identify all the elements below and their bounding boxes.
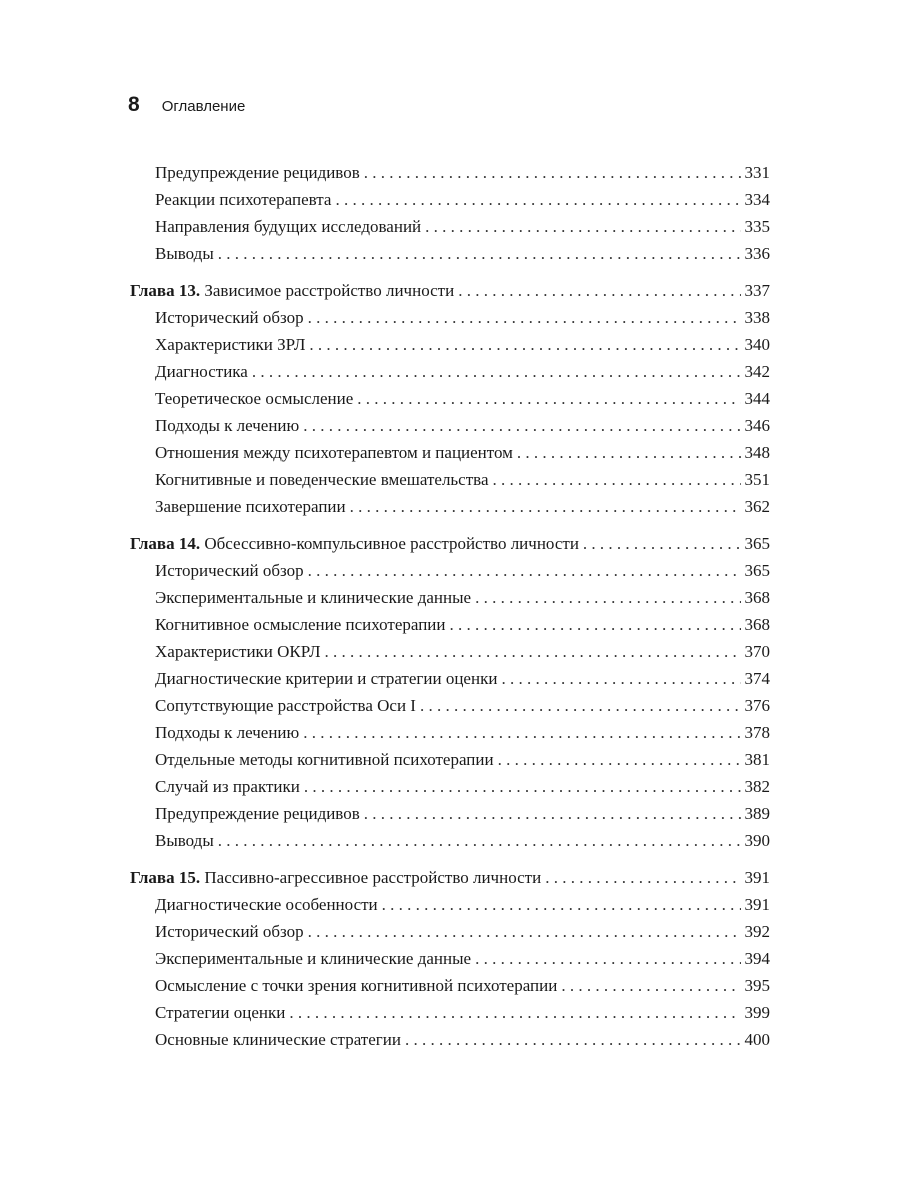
toc-entry[interactable] <box>130 719 770 746</box>
toc-entry[interactable] <box>130 331 770 358</box>
toc-entry-title: Завершение психотерапии <box>155 497 346 516</box>
toc-entry-title: Подходы к лечению <box>155 416 300 435</box>
toc-entry-title: Осмысление с точки зрения когнитивной психотерапии <box>155 976 558 995</box>
toc-entry-title: Подходы к лечению <box>155 723 300 742</box>
toc-entry[interactable] <box>130 945 770 972</box>
toc-entry-title: Направления будущих исследований <box>155 217 422 236</box>
toc-entry-title: Исторический обзор <box>155 308 304 327</box>
toc-entry-title: Стратегии оценки <box>155 1003 286 1022</box>
toc-entry-title: Диагностические критерии и стратегии оценки <box>155 669 498 688</box>
dot-leader <box>405 1026 741 1053</box>
running-title: Оглавление <box>161 98 246 115</box>
toc-entry-page: 374 <box>744 669 770 688</box>
toc-entry-page: 336 <box>744 244 770 263</box>
chapter-label: Глава 13. <box>130 281 201 300</box>
toc-entry-title: Сопутствующие расстройства Оси I <box>155 696 416 715</box>
toc-entry[interactable] <box>130 439 770 466</box>
dot-leader <box>493 466 741 493</box>
toc-entry-page: 337 <box>744 281 770 300</box>
toc-entry-title: Исторический обзор <box>155 561 304 580</box>
dot-leader <box>350 493 741 520</box>
toc-chapter-13 <box>130 277 770 520</box>
dot-leader <box>450 611 741 638</box>
toc-entry[interactable] <box>130 557 770 584</box>
toc-entry[interactable] <box>130 304 770 331</box>
toc-entry[interactable] <box>130 746 770 773</box>
toc-entry-page: 390 <box>744 831 770 850</box>
toc-chapter-heading <box>130 530 579 557</box>
dot-leader <box>324 638 740 665</box>
toc-entry-title: Когнитивные и поведенческие вмешательства <box>155 470 489 489</box>
dot-leader <box>364 159 741 186</box>
toc-entry-page: 395 <box>744 976 770 995</box>
toc-entry-page: 381 <box>744 750 770 769</box>
toc-entry[interactable] <box>130 412 770 439</box>
toc-entry-page: 392 <box>744 922 770 941</box>
dot-leader <box>583 530 741 557</box>
toc-entry[interactable] <box>130 358 770 385</box>
dot-leader <box>501 665 740 692</box>
toc-entry[interactable] <box>130 891 770 918</box>
chapter-title: Зависимое расстройство личности <box>204 281 455 300</box>
dot-leader <box>308 918 741 945</box>
dot-leader <box>308 557 741 584</box>
toc-entry[interactable] <box>130 186 770 213</box>
toc-entry-page: 399 <box>744 1003 770 1022</box>
toc-entry-title: Выводы <box>155 831 214 850</box>
toc-chapter-heading <box>130 864 541 891</box>
toc-entry-page: 389 <box>744 804 770 823</box>
toc-entry-page: 351 <box>744 470 770 489</box>
dot-leader <box>309 331 740 358</box>
toc-entry[interactable] <box>130 159 770 186</box>
toc-entry-page: 382 <box>744 777 770 796</box>
chapter-title: Пассивно-агрессивное расстройство личности <box>204 868 542 887</box>
toc-entry[interactable] <box>130 240 770 267</box>
toc-entry-title: Случай из практики <box>155 777 300 796</box>
toc-entry-title: Экспериментальные и клинические данные <box>155 588 472 607</box>
toc-chapter-entry[interactable] <box>130 530 770 557</box>
chapter-label: Глава 14. <box>130 534 201 553</box>
toc-entry-page: 378 <box>744 723 770 742</box>
dot-leader <box>335 186 740 213</box>
toc-entry-title: Основные клинические стратегии <box>155 1030 401 1049</box>
dot-leader <box>420 692 741 719</box>
dot-leader <box>357 385 740 412</box>
toc-entry-title: Когнитивное осмысление психотерапии <box>155 615 446 634</box>
toc-entry-page: 362 <box>744 497 770 516</box>
dot-leader <box>475 584 740 611</box>
toc-chapter-heading <box>130 277 454 304</box>
toc-entry[interactable] <box>130 493 770 520</box>
toc-entry-title: Отдельные методы когнитивной психотерапии <box>155 750 494 769</box>
toc-chapter-entry[interactable] <box>130 277 770 304</box>
toc-entry-title: Теоретическое осмысление <box>155 389 354 408</box>
toc-entry[interactable] <box>130 584 770 611</box>
toc-entry-title: Предупреждение рецидивов <box>155 163 360 182</box>
dot-leader <box>218 240 741 267</box>
toc-entry-page: 391 <box>744 895 770 914</box>
toc-entry-page: 370 <box>744 642 770 661</box>
toc-entry-page: 340 <box>744 335 770 354</box>
toc-entry-title: Диагностические особенности <box>155 895 378 914</box>
dot-leader <box>382 891 741 918</box>
chapter-label: Глава 15. <box>130 868 201 887</box>
toc-entry[interactable] <box>130 611 770 638</box>
toc-entry-page: 335 <box>744 217 770 236</box>
toc-entry-page: 368 <box>744 588 770 607</box>
toc-entry[interactable] <box>130 800 770 827</box>
toc-chapter-15 <box>130 864 770 1053</box>
toc-entry[interactable] <box>130 466 770 493</box>
toc-continuation <box>130 159 770 267</box>
toc-entry[interactable] <box>130 972 770 999</box>
toc-entry-page: 344 <box>744 389 770 408</box>
toc-entry-page: 342 <box>744 362 770 381</box>
toc-entry[interactable] <box>130 999 770 1026</box>
toc-entry-page: 376 <box>744 696 770 715</box>
dot-leader <box>252 358 741 385</box>
toc-entry[interactable] <box>130 665 770 692</box>
toc-entry-title: Исторический обзор <box>155 922 304 941</box>
toc-entry-title: Диагностика <box>155 362 248 381</box>
toc-entry[interactable] <box>130 773 770 800</box>
toc-entry-title: Отношения между психотерапевтом и пациентом <box>155 443 513 462</box>
dot-leader <box>364 800 741 827</box>
dot-leader <box>561 972 740 999</box>
chapter-title: Обсессивно-компульсивное расстройство личности <box>204 534 579 553</box>
dot-leader <box>517 439 741 466</box>
toc-entry-page: 334 <box>744 190 770 209</box>
toc-entry-page: 348 <box>744 443 770 462</box>
toc-entry[interactable] <box>130 1026 770 1053</box>
toc-entry-title: Предупреждение рецидивов <box>155 804 360 823</box>
table-of-contents <box>130 159 770 1053</box>
toc-entry-page: 368 <box>744 615 770 634</box>
dot-leader <box>498 746 741 773</box>
dot-leader <box>458 277 740 304</box>
toc-entry[interactable] <box>130 827 770 854</box>
toc-entry[interactable] <box>130 918 770 945</box>
toc-entry-title: Характеристики ЗРЛ <box>155 335 306 354</box>
dot-leader <box>289 999 740 1026</box>
toc-entry[interactable] <box>130 385 770 412</box>
dot-leader <box>218 827 741 854</box>
toc-entry-title: Выводы <box>155 244 214 263</box>
toc-entry[interactable] <box>130 213 770 240</box>
toc-entry-title: Характеристики ОКРЛ <box>155 642 321 661</box>
toc-entry-page: 391 <box>744 868 770 887</box>
toc-entry-title: Экспериментальные и клинические данные <box>155 949 472 968</box>
dot-leader <box>545 864 740 891</box>
toc-entry[interactable] <box>130 638 770 665</box>
toc-entry-page: 394 <box>744 949 770 968</box>
dot-leader <box>308 304 741 331</box>
toc-entry-title: Реакции психотерапевта <box>155 190 332 209</box>
toc-entry-page: 346 <box>744 416 770 435</box>
toc-entry-page: 331 <box>744 163 770 182</box>
dot-leader <box>304 773 741 800</box>
toc-chapter-entry[interactable] <box>130 864 770 891</box>
dot-leader <box>303 412 740 439</box>
toc-entry-page: 400 <box>744 1030 770 1049</box>
toc-entry[interactable] <box>130 692 770 719</box>
dot-leader <box>425 213 740 240</box>
toc-entry-page: 338 <box>744 308 770 327</box>
dot-leader <box>475 945 740 972</box>
toc-entry-page: 365 <box>744 534 770 553</box>
running-head <box>128 93 245 121</box>
page-number: 8 <box>128 93 140 116</box>
dot-leader <box>303 719 740 746</box>
toc-chapter-14 <box>130 530 770 854</box>
toc-entry-page: 365 <box>744 561 770 580</box>
